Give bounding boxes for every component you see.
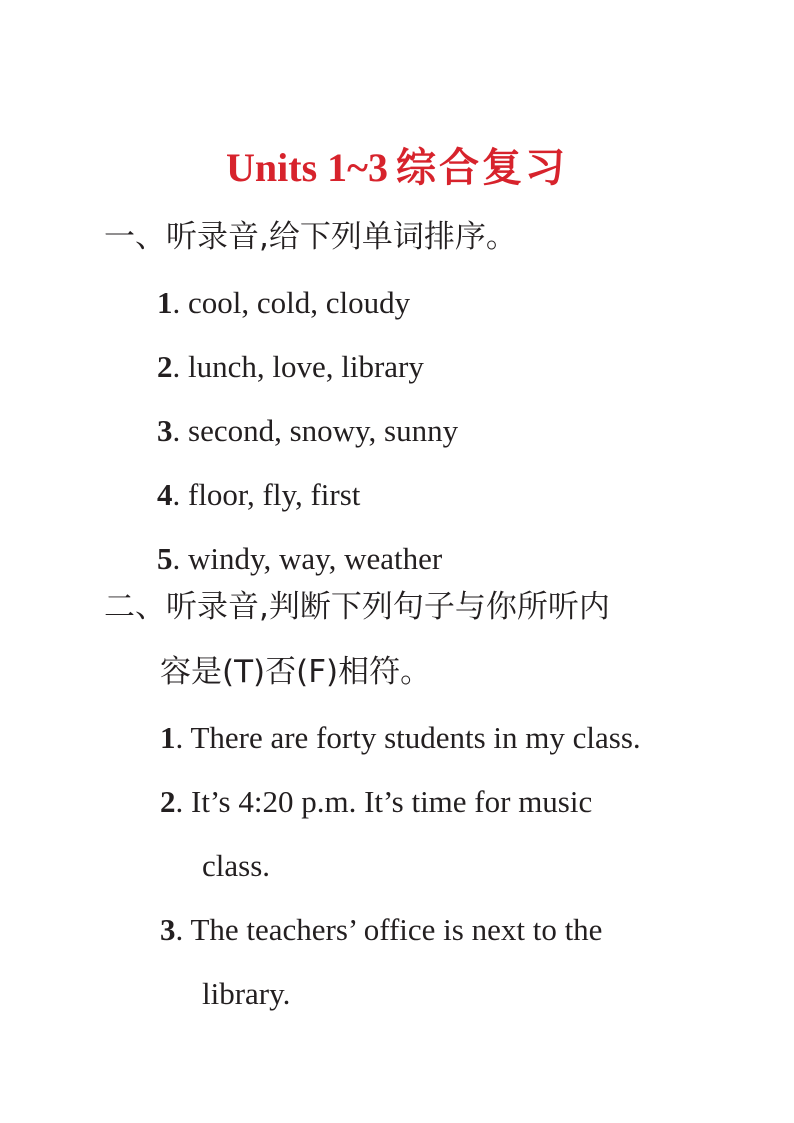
list-item: 4. floor, fly, first	[157, 477, 361, 512]
section2-heading-line1: 二、听录音,判断下列句子与你所听内	[104, 589, 610, 625]
list-item: 2. lunch, love, library	[157, 349, 424, 384]
title-chinese: 综合复习	[395, 145, 568, 191]
list-item: 5. windy, way, weather	[157, 541, 443, 576]
list-item: 3. second, snowy, sunny	[157, 413, 459, 448]
list-item: 1. There are forty students in my class.	[160, 720, 641, 755]
list-item-continuation: library.	[202, 976, 291, 1011]
list-item: 2. It’s 4:20 p.m. It’s time for music	[160, 784, 593, 819]
section1-heading: 一、听录音,给下列单词排序。	[104, 219, 517, 255]
list-item-continuation: class.	[202, 848, 271, 883]
list-item: 1. cool, cold, cloudy	[157, 285, 411, 320]
section2-heading-line2: 容是(T)否(F)相符。	[160, 654, 432, 690]
page-title	[0, 140, 794, 196]
title-english: Units 1~3	[226, 145, 388, 190]
list-item: 3. The teachers’ office is next to the	[160, 912, 603, 947]
